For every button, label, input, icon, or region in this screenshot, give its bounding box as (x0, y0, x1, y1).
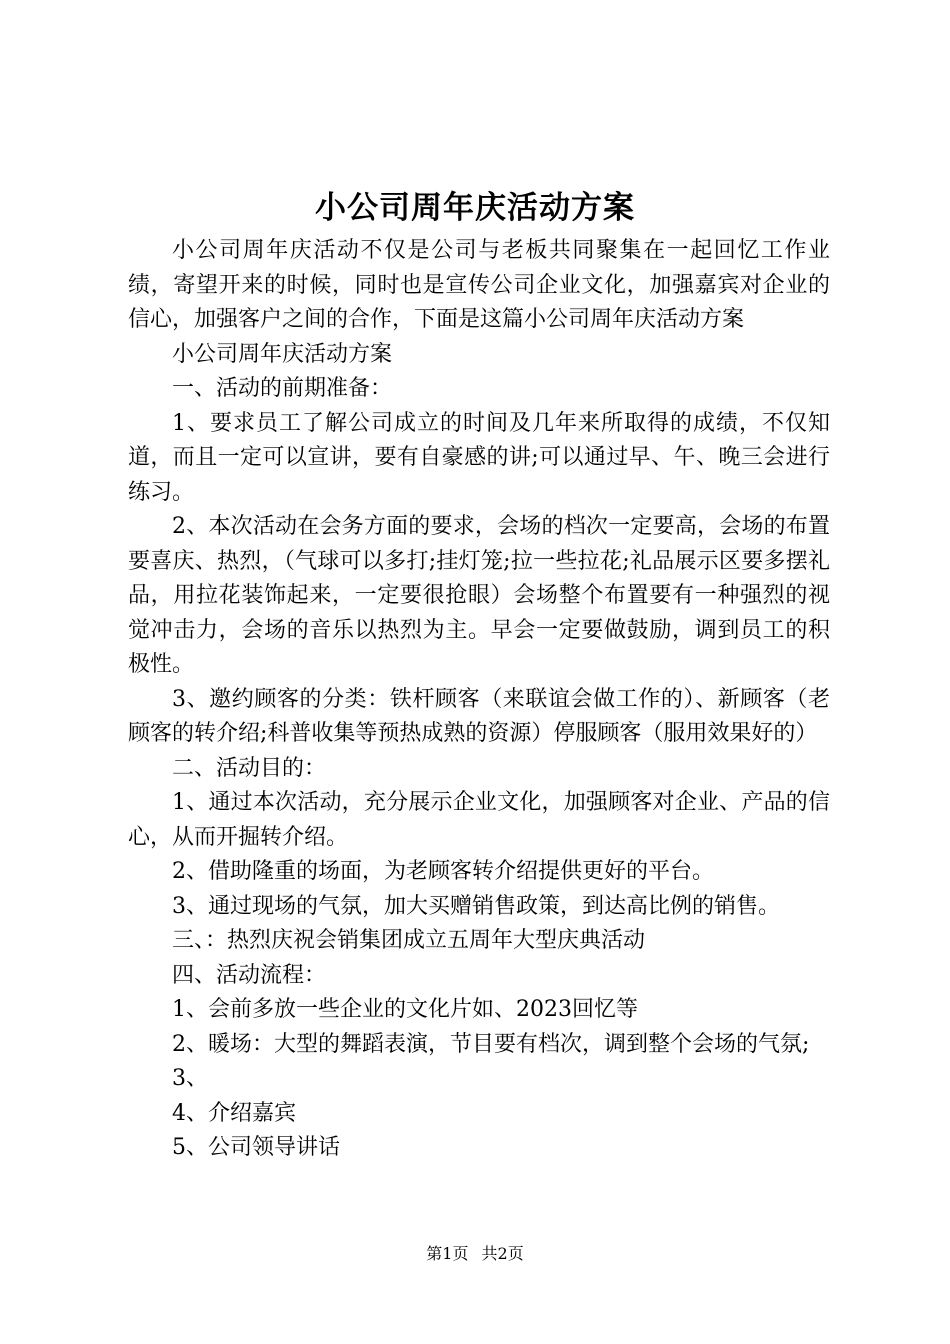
section-heading-process: 四、活动流程： (172, 962, 327, 988)
paragraph-item: 1、会前多放一些企业的文化片如、2023回忆等 (172, 997, 638, 1022)
paragraph-item: 1、要求员工了解公司成立的时间及几年来所取得的成绩，不仅知道，而且一定可以宣讲，要有自豪感的讲;可以通过早、午、晚三会进行练习。 (128, 410, 830, 505)
document-body (128, 234, 830, 1166)
paragraph-item: 3、邀约顾客的分类：铁杆顾客（来联谊会做工作的）、新顾客（老顾客的转介绍;科普收集等预热成熟的资源）停服顾客（服用效果好的） (128, 686, 830, 746)
section-heading-preparation: 一、活动的前期准备： (172, 376, 393, 401)
paragraph-item: 4、介绍嘉宾 (172, 1100, 296, 1126)
paragraph-item: 2、本次活动在会务方面的要求，会场的档次一定要高，会场的布置要喜庆、热烈，（气球可以多打;挂灯笼;拉一些拉花;礼品展示区要多摆礼品，用拉花装饰起来，一定要很抢眼）会场整个布置要有一种强烈的视觉冲击力，会场的音乐以热烈为主。早会一定要做鼓励，调到员工的积极性。 (128, 514, 830, 677)
paragraph-item: 2、暖场：大型的舞蹈表演，节目要有档次，调到整个会场的气氛; (172, 1031, 810, 1057)
page-footer (0, 1242, 950, 1266)
document-title: 小公司周年庆活动方案 (315, 190, 635, 226)
page-number-total: 共2页 (481, 1244, 524, 1263)
paragraph-item: 1、通过本次活动，充分展示企业文化，加强顾客对企业、产品的信心，从而开掘转介绍。 (128, 790, 830, 850)
paragraph-subtitle: 小公司周年庆活动方案 (172, 341, 393, 367)
paragraph-item: 3、通过现场的气氛，加大买赠销售政策，到达高比例的销售。 (172, 893, 780, 919)
paragraph-intro: 小公司周年庆活动不仅是公司与老板共同聚集在一起回忆工作业绩，寄望开来的时候，同时也是宣传公司企业文化，加强嘉宾对企业的信心，加强客户之间的合作，下面是这篇小公司周年庆活动方案 (128, 238, 830, 332)
section-heading-purpose: 二、活动目的： (172, 755, 327, 781)
paragraph-item: 5、公司领导讲话 (172, 1135, 340, 1160)
paragraph-item: 2、借助隆重的场面，为老顾客转介绍提供更好的平台。 (172, 859, 714, 884)
section-heading-theme: 三、：热烈庆祝会销集团成立五周年大型庆典活动 (172, 928, 646, 953)
paragraph-item: 3、 (172, 1066, 208, 1091)
page-number-current: 第1页 (426, 1244, 469, 1263)
